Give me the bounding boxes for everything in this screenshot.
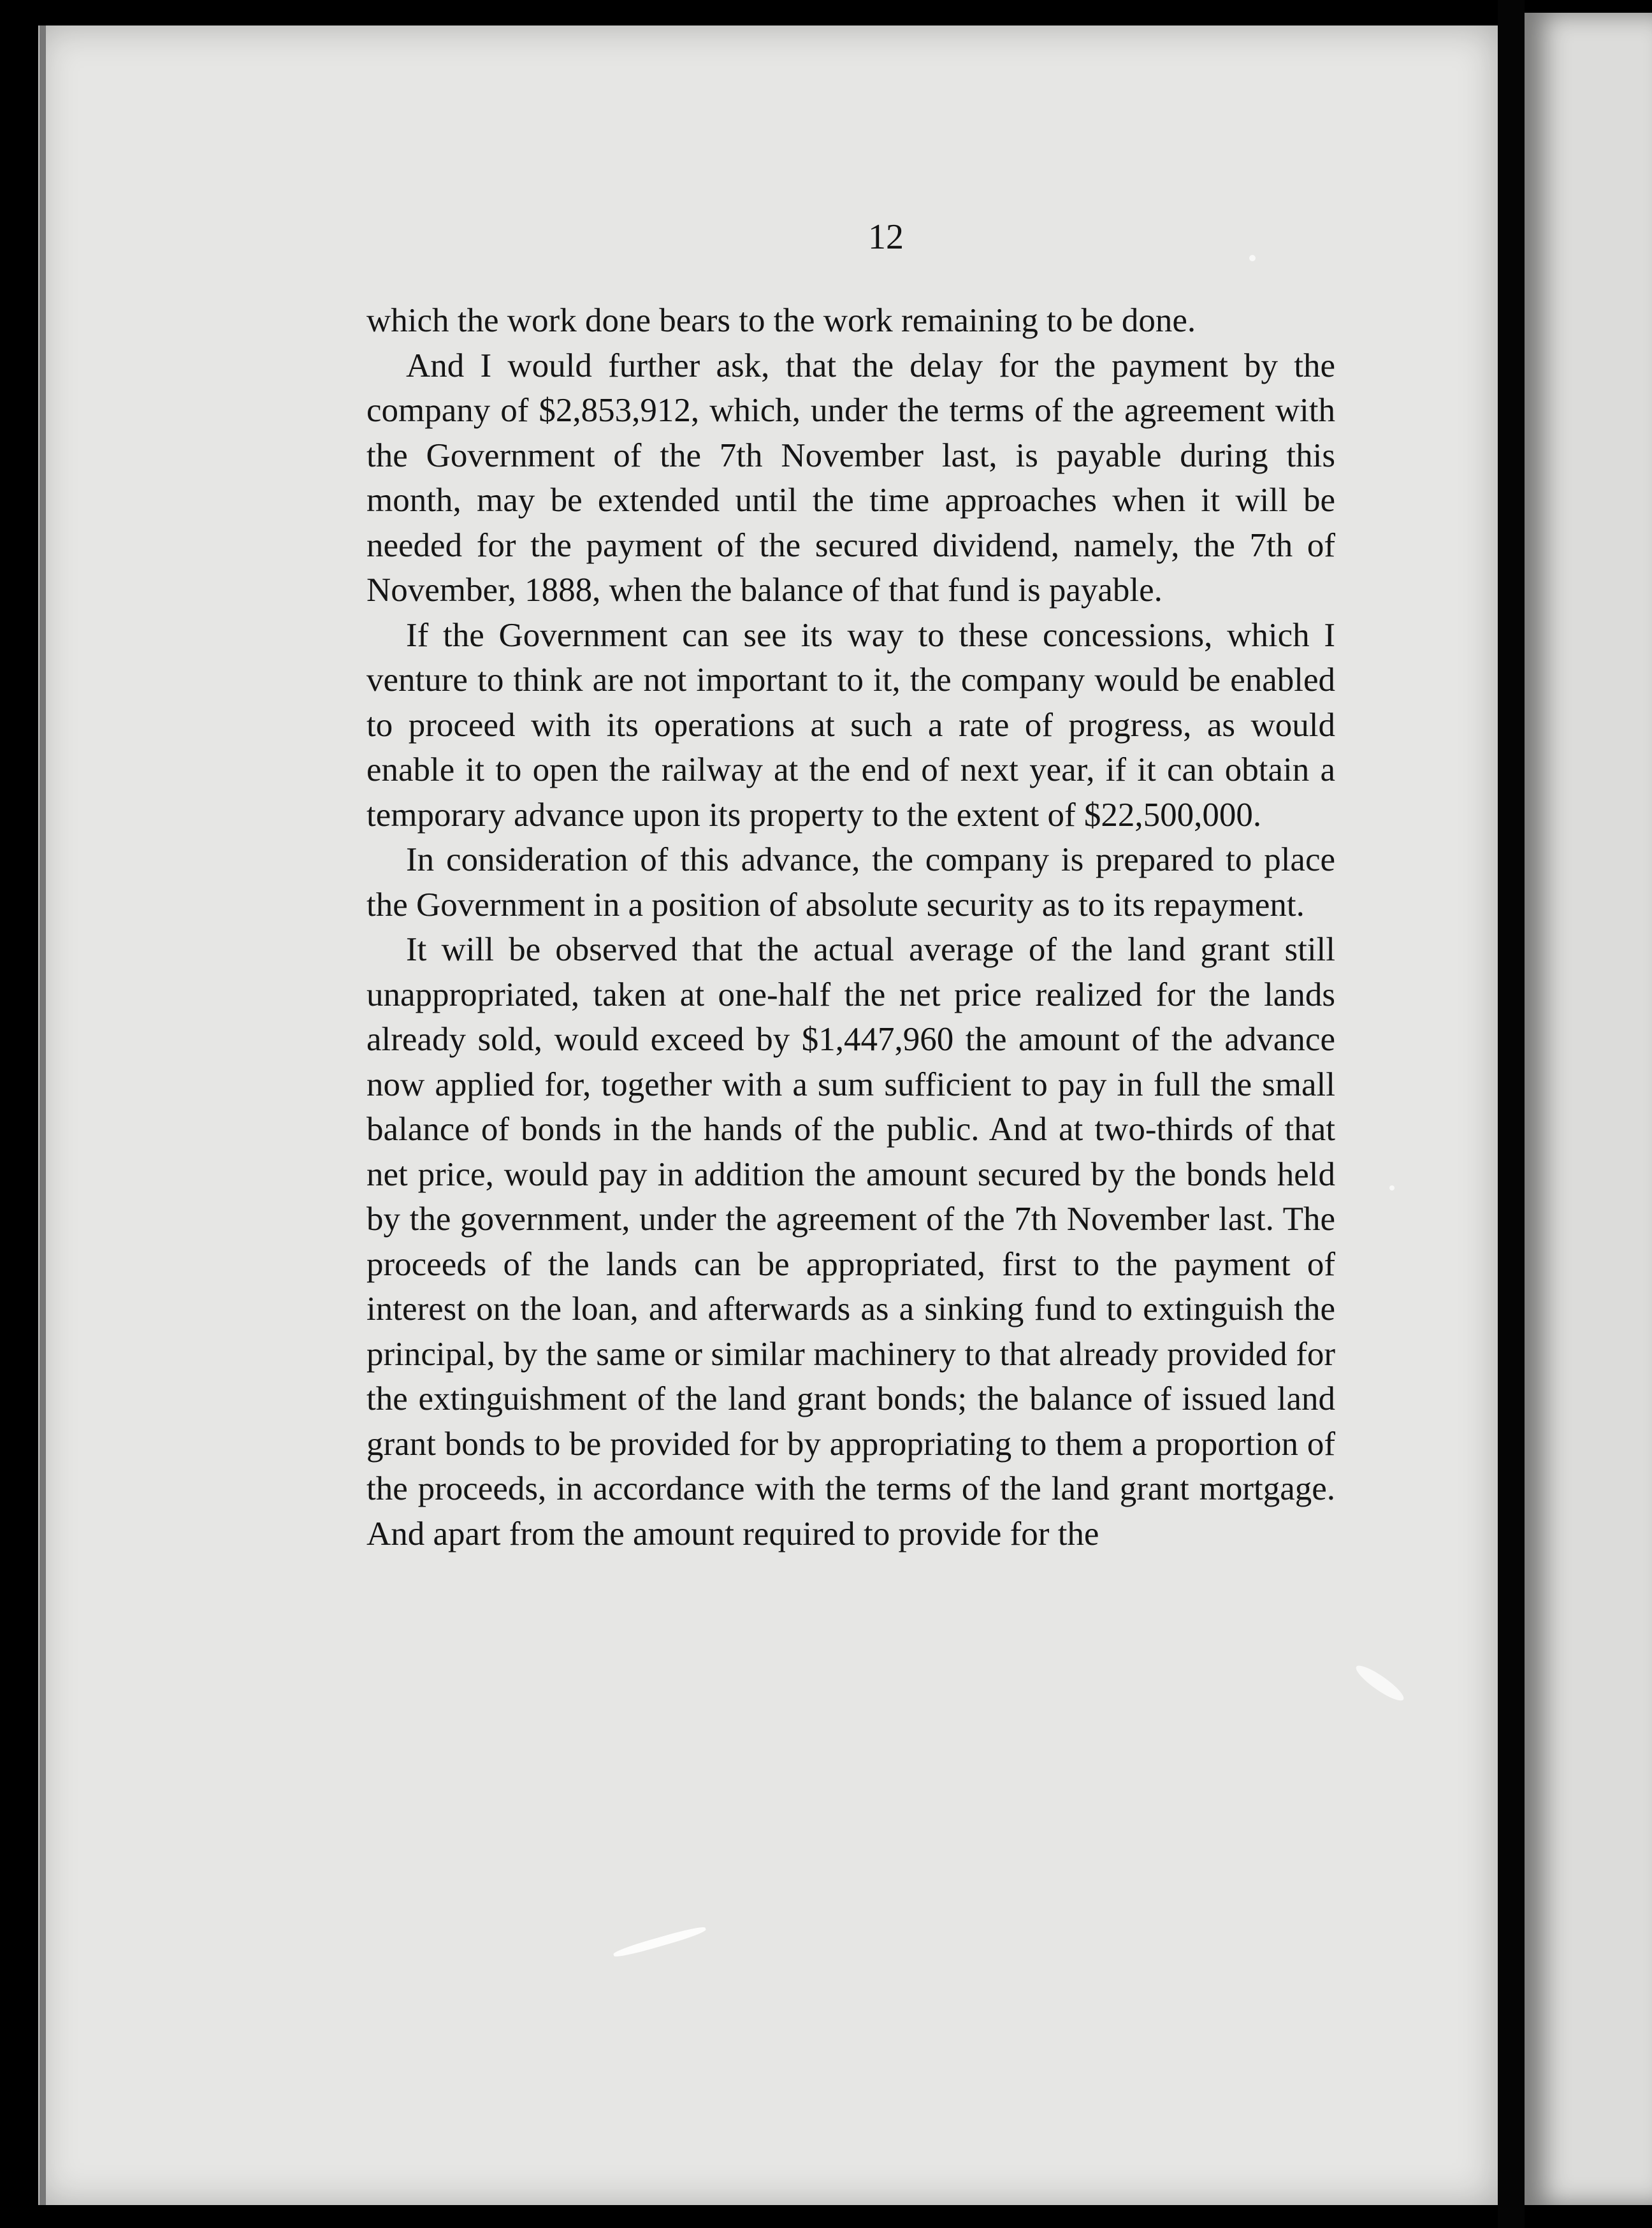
paragraph-land-grant: It will be observed that the actual average of the land grant still unappropriated, taken at one-half the net price realized for the lands already sold, would exceed by $1,447,960 the amount of the advance now applied for, together with a sum sufficient to pay in full the small balance of bonds in the hands of the public. And at two-thirds of that net price, would pay in addition the amount secured by the bonds held by the government, under the agreement of the 7th November last. The proceeds of the lands can be appropriated, first to the payment of interest on the loan, and afterwards as a sinking fund to extinguish the principal, by the same or similar machinery to that already provided for the extinguishment of the land grant bonds; the balance of issued land grant bonds to be provided for by appropriating to them a proportion of the proceeds, in accordance with the terms of the land grant mortgage. And apart from the amount required to provide for the: [366, 931, 1335, 1552]
scan-speck: [1249, 255, 1256, 261]
paragraph-consideration: In consideration of this advance, the company is prepared to place the Government in a position of absolute security as to its repayment.: [366, 841, 1335, 923]
page-number: 12: [868, 217, 904, 257]
binding-gutter: [1498, 0, 1525, 2228]
page-left-edge: [40, 25, 46, 2205]
paragraph-concessions: If the Government can see its way to these concessions, which I venture to think are not important to it, the company would be enabled to proceed with its operations at such a rate of progress, as would enable it to open the railway at the end of next year, if it can obtain a temporary advance upon its property to the extent of $22,500,000.: [366, 616, 1335, 834]
paragraph-continuation: which the work done bears to the work remaining to be done.: [366, 302, 1196, 339]
paragraph-delay-request: And I would further ask, that the delay for the payment by the company of $2,853,912, which, under the terms of the agreement with the Government of the 7th November last, is payable during this month, may be extended until the time approaches when it will be needed for the payment of the secured dividend, namely, the 7th of November, 1888, when the balance of that fund is payable.: [366, 347, 1335, 609]
body-text: [366, 298, 1335, 1556]
scan-speck: [1389, 1185, 1395, 1190]
facing-page-edge: [1525, 13, 1652, 2205]
